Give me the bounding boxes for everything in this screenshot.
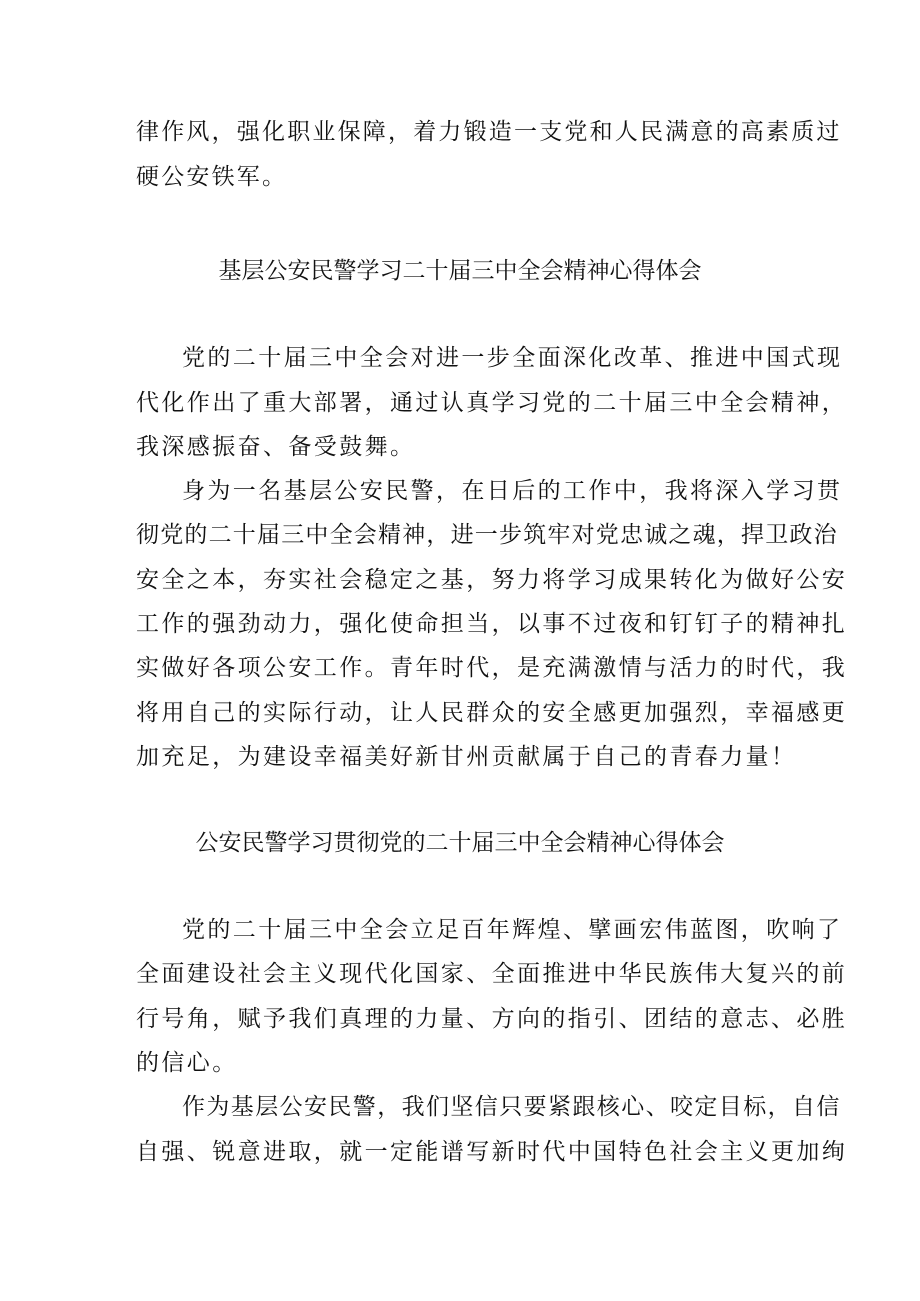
s1-p2-line-4: 工作的强劲动力，强化使命担当，以事不过夜和钉钉子的精神扎: [136, 611, 848, 637]
intro-line-1: 律作风，强化职业保障，着力锻造一支党和人民满意的高素质过: [136, 119, 842, 145]
s1-p1-line-1: 党的二十届三中全会对进一步全面深化改革、推进中国式现: [182, 345, 843, 371]
section-2-title: 公安民警学习贯彻党的二十届三中全会精神心得体会: [195, 830, 725, 856]
s1-p2-line-2: 彻党的二十届三中全会精神，进一步筑牢对党忠诚之魂，捍卫政治: [136, 522, 838, 548]
s1-p2-line-3: 安全之本，夯实社会稳定之基，努力将学习成果转化为做好公安: [136, 567, 848, 593]
intro-line-2: 硬公安铁军。: [136, 164, 288, 190]
s1-p1-line-2: 代化作出了重大部署，通过认真学习党的二十届三中全会精神，: [136, 390, 848, 416]
s2-p1-line-2: 全面建设社会主义现代化国家、全面推进中华民族伟大复兴的前: [136, 961, 848, 987]
s1-p2-line-5: 实做好各项公安工作。青年时代，是充满激情与活力的时代，我: [136, 655, 848, 681]
s2-p1-line-4: 的信心。: [136, 1050, 238, 1076]
s1-p2-line-6: 将用自己的实际行动，让人民群众的安全感更加强烈，幸福感更: [136, 700, 848, 726]
s2-p2-line-2: 自强、锐意进取，就一定能谱写新时代中国特色社会主义更加绚: [136, 1139, 848, 1165]
s1-p2-line-7: 加充足，为建设幸福美好新甘州贡献属于自己的青春力量！: [136, 744, 797, 770]
s1-p1-line-3: 我深感振奋、备受鼓舞。: [136, 434, 416, 460]
section-1-title: 基层公安民警学习二十届三中全会精神心得体会: [218, 258, 702, 284]
s2-p2-line-1: 作为基层公安民警，我们坚信只要紧跟核心、咬定目标，自信: [182, 1094, 841, 1120]
s2-p1-line-3: 行号角，赋予我们真理的力量、方向的指引、团结的意志、必胜: [136, 1006, 848, 1032]
s1-p2-line-1: 身为一名基层公安民警，在日后的工作中，我将深入学习贯: [182, 478, 843, 504]
s2-p1-line-1: 党的二十届三中全会立足百年辉煌、擘画宏伟蓝图，吹响了: [182, 917, 843, 943]
